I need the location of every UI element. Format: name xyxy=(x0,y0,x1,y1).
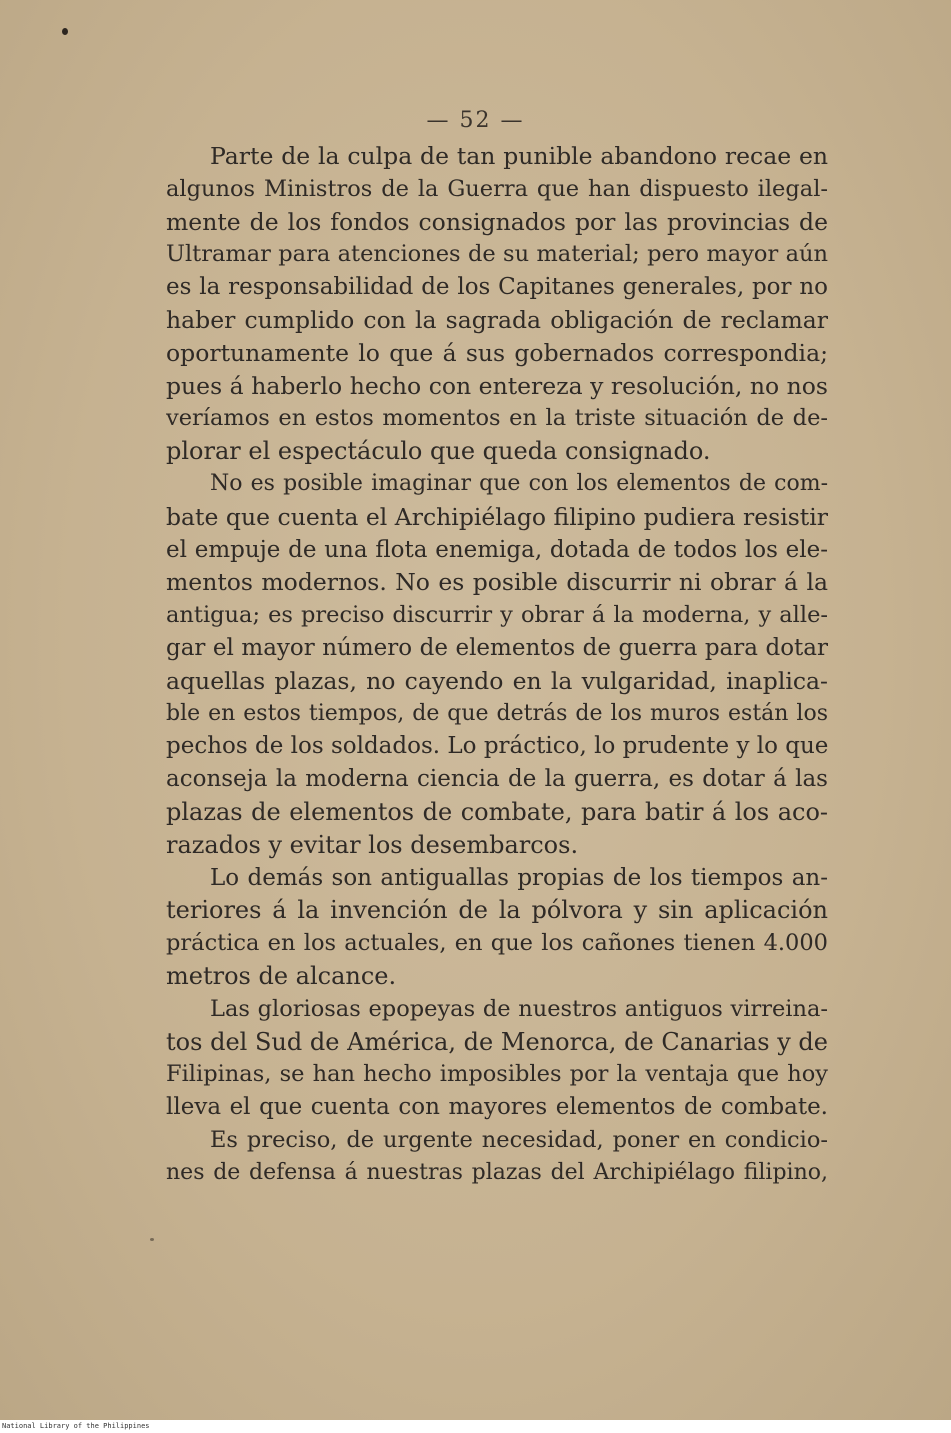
text-line: el empuje de una flota enemiga, dotada de todos los ele- xyxy=(166,536,828,563)
text-line: bate que cuenta el Archipiélago filipino pudiera resistir xyxy=(166,502,828,531)
ink-speck xyxy=(62,28,68,35)
text-line: Filipinas, se han hecho imposibles por la ventaja que hoy xyxy=(166,1061,828,1088)
text-line: algunos Ministros de la Guerra que han dispuesto ilegal- xyxy=(166,175,828,202)
text-line: lleva el que cuenta con mayores elementos de combate. xyxy=(166,1094,828,1121)
text-line: es la responsabilidad de los Capitanes generales, por no xyxy=(166,274,828,301)
text-line: veríamos en estos momentos en la triste situación de de- xyxy=(166,405,828,432)
body-text xyxy=(166,140,828,1190)
footer-bar xyxy=(0,1420,951,1433)
text-line: tos del Sud de América, de Menorca, de Canarias y de xyxy=(166,1027,828,1056)
text-line: razados y evitar los desembarcos. xyxy=(166,830,579,859)
text-line: ble en estos tiempos, de que detrás de los muros están los xyxy=(166,700,828,726)
text-line: No es posible imaginar que con los elementos de com- xyxy=(210,470,828,496)
text-line: mentos modernos. No es posible discurrir ni obrar á la xyxy=(166,568,828,597)
text-line: plazas de elementos de combate, para batir á los aco- xyxy=(166,797,828,826)
text-line: mente de los fondos consignados por las provincias de xyxy=(166,207,828,236)
text-line: aconseja la moderna ciencia de la guerra, es dotar á las xyxy=(166,766,828,793)
text-line: pues á haberlo hecho con entereza y resolución, no nos xyxy=(166,371,828,400)
text-line: Es preciso, de urgente necesidad, poner en condicio- xyxy=(210,1126,828,1153)
text-line: oportunamente lo que á sus gobernados correspondia; xyxy=(166,338,828,367)
text-line: gar el mayor número de elementos de guerra para dotar xyxy=(166,634,828,661)
text-line: aquellas plazas, no cayendo en la vulgaridad, inaplica- xyxy=(166,666,828,695)
text-line: Ultramar para atenciones de su material; pero mayor aún xyxy=(166,241,828,268)
text-line: antigua; es preciso discurrir y obrar á la moderna, y alle- xyxy=(166,602,828,629)
text-line: Parte de la culpa de tan punible abandono recae en xyxy=(210,142,828,170)
text-line: plorar el espectáculo que queda consignado. xyxy=(166,437,711,466)
ink-speck xyxy=(150,1238,154,1241)
text-line: práctica en los actuales, en que los cañones tienen 4.000 xyxy=(166,930,828,957)
page-number: — 52 — xyxy=(426,108,525,133)
text-line: teriores á la invención de la pólvora y sin aplicación xyxy=(166,896,828,925)
text-line: nes de defensa á nuestras plazas del Archipiélago filipino, xyxy=(166,1159,828,1185)
text-line: metros de alcance. xyxy=(166,961,397,990)
library-watermark: National Library of the Philippines xyxy=(2,1422,150,1430)
text-line: Lo demás son antiguallas propias de los tiempos an- xyxy=(210,864,828,891)
text-line: Las gloriosas epopeyas de nuestros antiguos virreina- xyxy=(210,995,828,1022)
text-line: haber cumplido con la sagrada obligación de reclamar xyxy=(166,305,828,334)
text-line: pechos de los soldados. Lo práctico, lo prudente y lo que xyxy=(166,733,828,760)
